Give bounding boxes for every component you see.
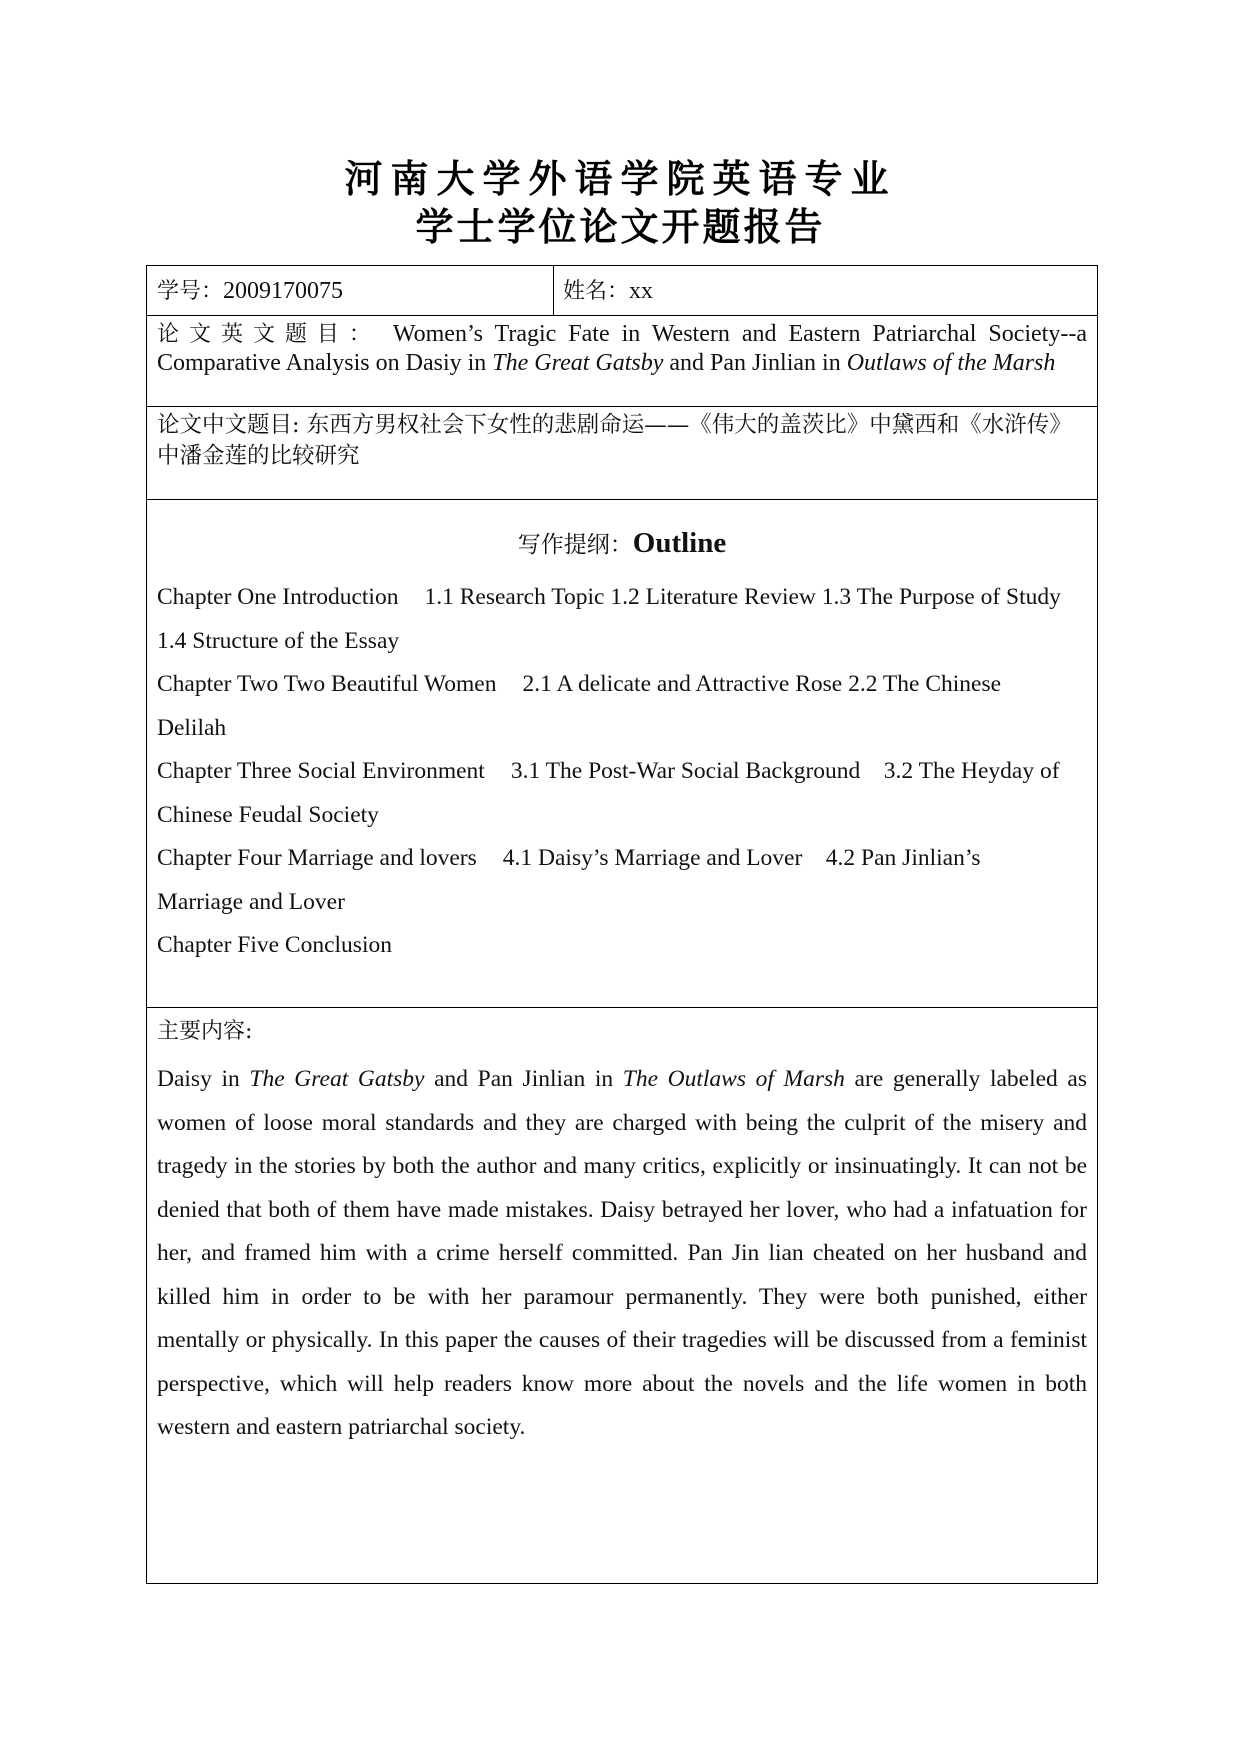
chapter-sections: 1.1 Research Topic 1.2 Literature Review 1.3 The Purpose of Study 1.4 Structure of the Essay [157,584,1061,654]
content-text-1: Daisy in [157,1066,250,1092]
chapter-sections: 2.1 A delicate and Attractive Rose 2.2 The Chinese Delilah [157,671,1002,741]
student-name-field [563,276,653,307]
outline-heading [147,526,1097,560]
outline-list [157,576,1072,968]
cell-divider [553,266,554,316]
student-id-label: 学号： [157,279,224,304]
row-divider [147,499,1097,500]
english-title-text-1: Women’s Tragic Fate in Western and Eastern Patriarchal Society--a Comparative Analysis on Dasiy in [157,321,1087,376]
chapter-sections: 3.1 The Post-War Social Background 3.2 The Heyday of Chinese Feudal Society [157,758,1066,828]
outline-heading-cn: 写作提纲： [517,532,633,558]
chinese-title-label: 论文中文题目: [157,412,300,438]
report-title-line2: 学士学位论文开题报告 [415,205,826,249]
student-name-value: xx [629,278,654,304]
outline-heading-en: Outline [632,527,727,559]
outline-chapter-4 [157,837,1072,924]
content-book-2: The Outlaws of Marsh [622,1066,845,1092]
main-content-label: 主要内容: [157,1019,253,1044]
chapter-title: Chapter Three Social Environment [157,758,485,784]
content-text-3: are generally labeled as women of loose moral standards and they are charged with being the culprit of the misery and tragedy in the stories by both the author and many critics, explicitly or insinuatingly. It can not be denied that both of them have made mistakes. Daisy betrayed her lover, who had a infatuation for her, and framed him with a crime herself committed. Pan Jin lian cheated on her husband and killed him in order to be with her paramour permanently. They were both punished, either mentally or physically. In this paper the causes of their tragedies will be discussed from a feminist perspective, which will help readers know more about the novels and the life women in both western and eastern patriarchal society. [157,1066,1088,1440]
row-divider [147,1007,1097,1008]
main-content-text [157,1058,1087,1450]
english-title-label: 论文英文题目： [157,322,381,347]
outline-chapter-1 [157,576,1072,663]
chapter-sections: 4.1 Daisy’s Marriage and Lover 4.2 Pan Jinlian’s Marriage and Lover [157,845,987,915]
student-name-label: 姓名： [563,279,630,304]
row-divider [147,406,1097,407]
english-title-book-1: The Great Gatsby [492,350,664,376]
english-title-book-2: Outlaws of the Marsh [846,350,1056,376]
english-title-text-2: and Pan Jinlian in [663,350,847,376]
chapter-title: Chapter Five Conclusion [157,932,392,958]
proposal-form [146,265,1098,1584]
outline-chapter-5 [157,924,1072,968]
chapter-title: Chapter One Introduction [157,584,399,610]
student-id-field [157,276,343,307]
chapter-title: Chapter Two Two Beautiful Women [157,671,497,697]
outline-chapter-3 [157,750,1072,837]
chinese-title-text: 东西方男权社会下女性的悲剧命运——《伟大的盖茨比》中黛西和《水浒传》中潘金莲的比较研究 [157,412,1072,469]
chapter-title: Chapter Four Marriage and lovers [157,845,477,871]
outline-chapter-2 [157,663,1072,750]
student-id-value: 2009170075 [223,278,344,304]
content-book-1: The Great Gatsby [249,1066,425,1092]
english-title-field [157,320,1087,378]
content-text-2: and Pan Jinlian in [424,1066,623,1092]
report-title-line1: 河南大学外语学院英语专业 [344,157,897,201]
chinese-title-field [157,410,1087,472]
row-divider [147,315,1097,316]
